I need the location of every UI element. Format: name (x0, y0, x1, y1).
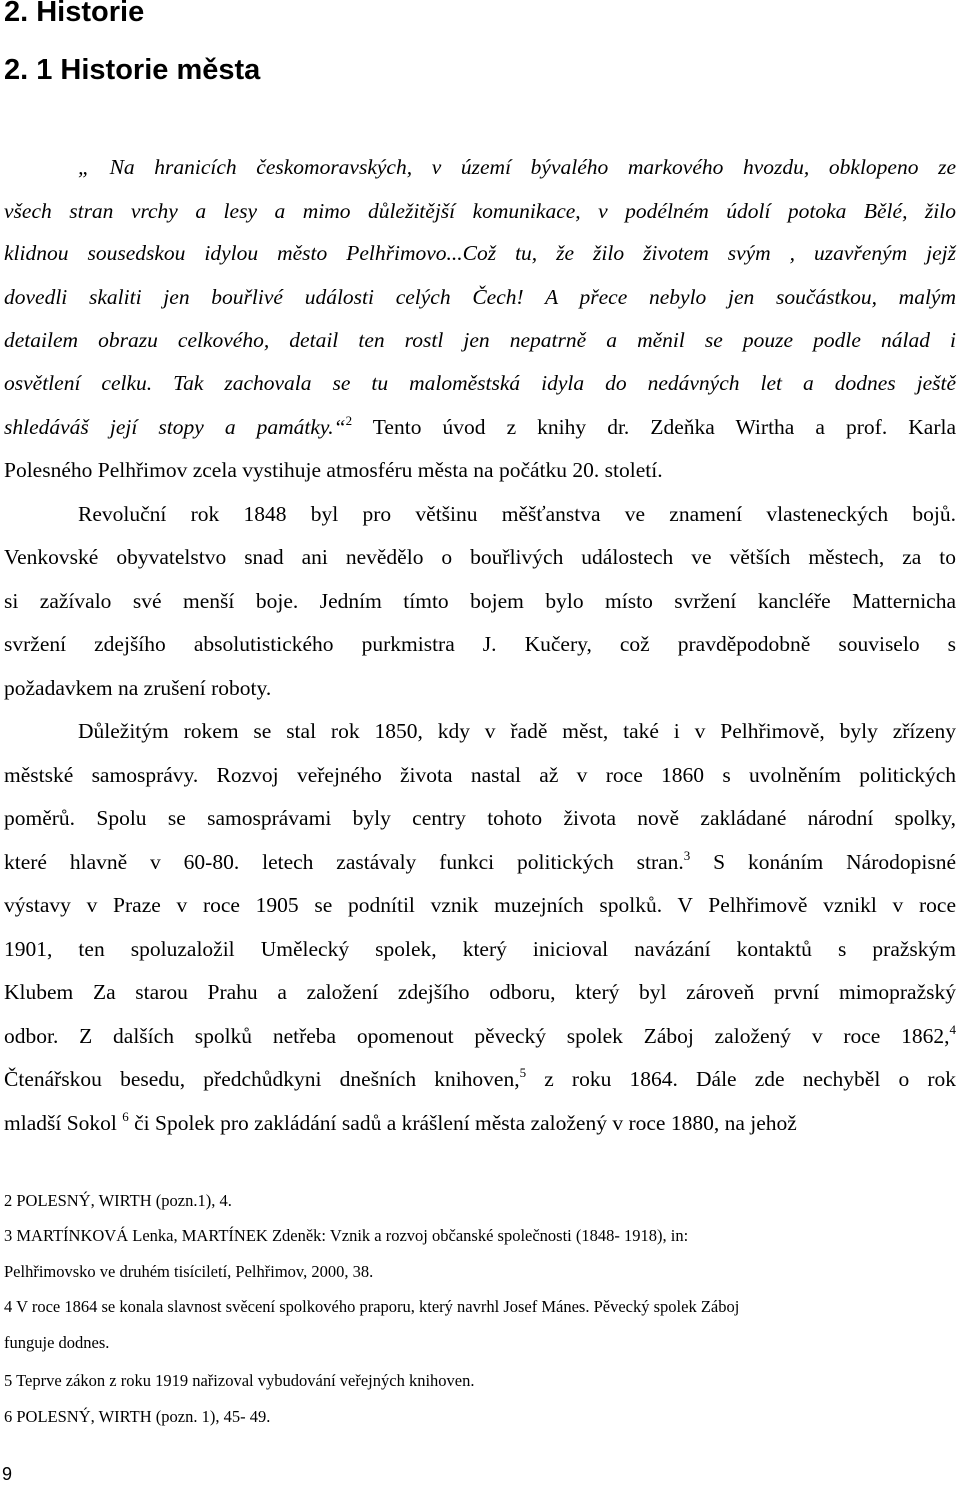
body-line: detailem obrazu celkového, detail ten rostl jen nepatrně a měnil se pouze podle nálad i (4, 328, 956, 352)
footnote: Pelhřimovsko ve druhém tisíciletí, Pelhřimov, 2000, 38. (4, 1262, 374, 1281)
body-text: které hlavně v 60-80. letech zastávaly funkci politických stran. (4, 850, 684, 874)
footnote: 4 V roce 1864 se konala slavnost svěcení spolkového praporu, který navrhl Josef Mánes. Pěvecký spolek Záboj (4, 1297, 740, 1316)
body-text: z roku 1864. Dále zde nechyběl o rok (544, 1067, 956, 1091)
footnote-ref: 6 (122, 1109, 129, 1124)
body-line: Klubem Za starou Prahu a založení zdejšího odboru, který byl zároveň první mimopražský (4, 980, 956, 1004)
body-text: odbor. Z dalších spolků netřeba opomenout pěvecký spolek Záboj založený v roce 1862, (4, 1024, 950, 1048)
body-line (4, 1108, 956, 1138)
body-line: osvětlení celku. Tak zachovala se tu maloměstská idyla do nedávných let a dodnes ještě (4, 371, 956, 395)
body-line: dovedli skaliti jen bouřlivé události celých Čech! A přece nebylo jen součástkou, malým (4, 285, 956, 309)
page-number: 9 (2, 1464, 13, 1484)
footnote: funguje dodnes. (4, 1333, 110, 1352)
body-line: svržení zdejšího absolutistického purkmistra J. Kučery, což pravděpodobně souviselo s (4, 632, 956, 656)
body-line: Venkovské obyvatelstvo snad ani nevědělo o bouřlivých událostech ve větších městech, za to (4, 545, 956, 569)
footnote: 5 Teprve zákon z roku 1919 nařizoval vybudování veřejných knihoven. (4, 1371, 475, 1390)
body-line: Revoluční rok 1848 byl pro většinu měšťanstva ve znamení vlasteneckých bojů. (78, 502, 956, 526)
quote-end: shledáváš její stopy a památky.“ (4, 415, 346, 439)
body-line: 1901, ten spoluzaložil Umělecký spolek, který inicioval navázání kontaktů s pražským (4, 937, 956, 961)
body-line: Polesného Pelhřimov zcela vystihuje atmosféru města na počátku 20. století. (4, 458, 663, 482)
body-text: Tento úvod z knihy dr. Zdeňka Wirtha a prof. Karla (372, 415, 956, 439)
body-line (4, 412, 956, 442)
section-heading: 2. 1 Historie města (4, 54, 261, 86)
footnote-ref: 3 (683, 848, 691, 863)
body-line (4, 1021, 956, 1051)
body-text: či Spolek pro zakládání sadů a krášlení města založený v roce 1880, na jehož (134, 1111, 797, 1135)
body-text: S konáním Národopisné (713, 850, 957, 874)
body-text: mladší Sokol (4, 1111, 117, 1135)
body-line: klidnou sousedskou idylou město Pelhřimovo...Což tu, že žilo životem svým , uzavřeným jejž (4, 241, 956, 265)
footnote-ref: 2 (345, 413, 353, 428)
body-line (4, 1064, 956, 1094)
chapter-heading: 2. Historie (4, 0, 145, 28)
footnote-ref: 4 (949, 1022, 956, 1037)
body-line: Důležitým rokem se stal rok 1850, kdy v řadě měst, také i v Pelhřimově, byly zřízeny (78, 719, 956, 743)
body-line: městské samosprávy. Rozvoj veřejného života nastal až v roce 1860 s uvolněním politických (4, 763, 956, 787)
body-line: si zažívalo své menší boje. Jedním tímto bojem bylo místo svržení kancléře Matternicha (4, 589, 956, 613)
body-line: poměrů. Spolu se samosprávami byly centry tohoto života nově zakládané národní spolky, (4, 806, 956, 830)
body-text: Čtenářskou besedu, předchůdkyni dnešních knihoven, (4, 1067, 520, 1091)
body-line (4, 847, 956, 877)
footnote: 2 POLESNÝ, WIRTH (pozn.1), 4. (4, 1191, 232, 1210)
footnote: 6 POLESNÝ, WIRTH (pozn. 1), 45- 49. (4, 1407, 271, 1426)
footnote-ref: 5 (519, 1065, 527, 1080)
body-line: výstavy v Praze v roce 1905 se podnítil vznik muzejních spolků. V Pelhřimově vznikl v roce (4, 893, 956, 917)
body-line: požadavkem na zrušení roboty. (4, 676, 272, 700)
body-line: „ Na hranicích českomoravských, v území bývalého markového hvozdu, obklopeno ze (78, 155, 956, 179)
footnote: 3 MARTÍNKOVÁ Lenka, MARTÍNEK Zdeněk: Vznik a rozvoj občanské společnosti (1848- 1918), in: (4, 1226, 689, 1245)
body-line: všech stran vrchy a lesy a mimo důležitější komunikace, v podélném údolí potoka Bělé, žilo (4, 199, 956, 223)
